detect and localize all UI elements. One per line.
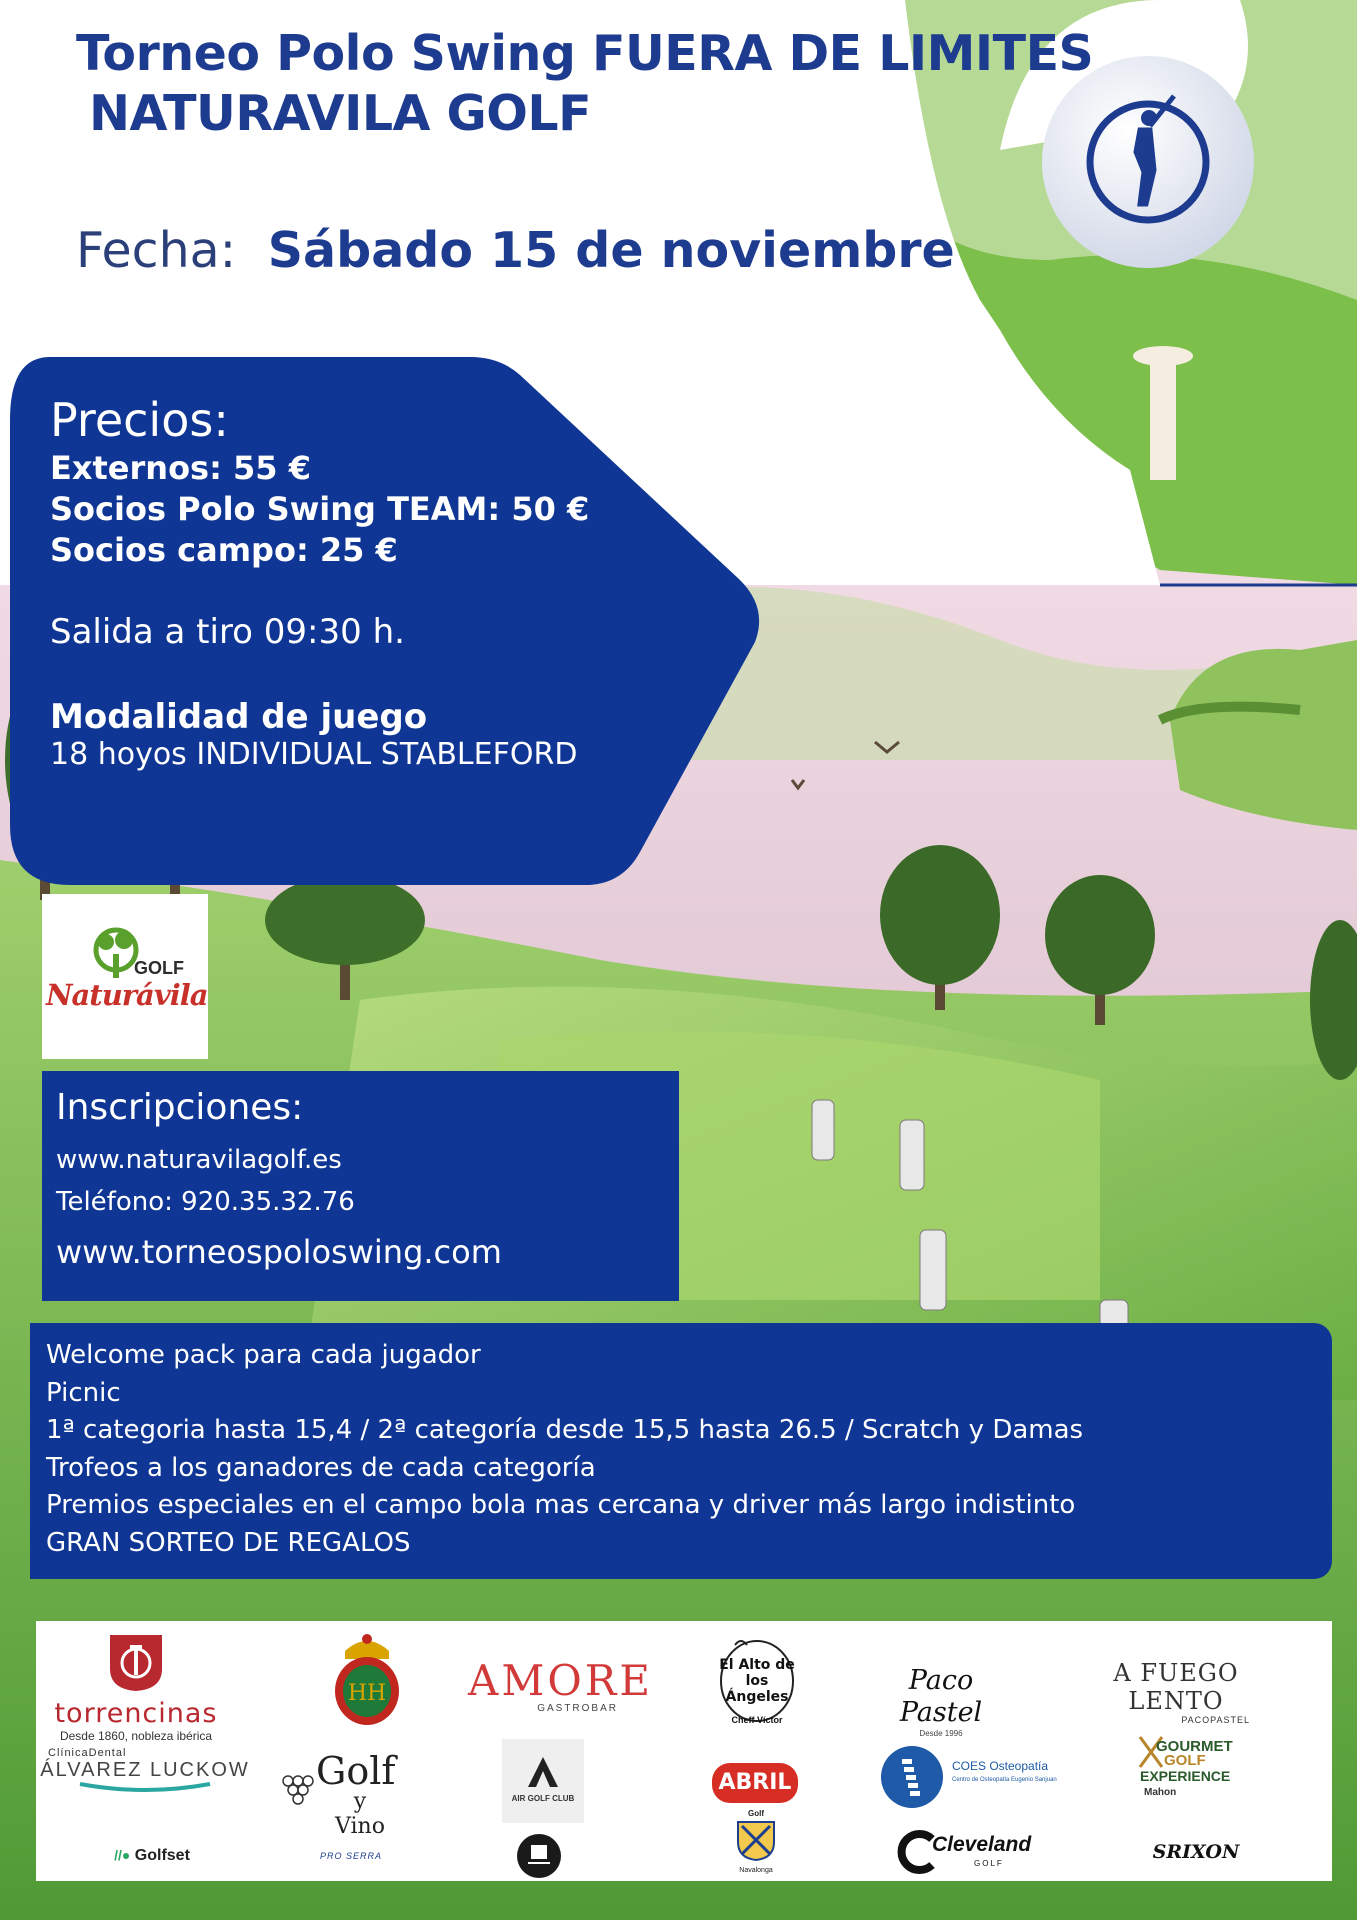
benefit-item: Picnic: [46, 1377, 121, 1408]
sponsor-alvarez-luckow: [40, 1747, 250, 1801]
sponsor-srixon: [1146, 1841, 1246, 1863]
cleveland-sub: GOLF: [974, 1859, 1004, 1868]
coes-spine-icon: [880, 1745, 944, 1809]
sponsor-air-golf-club: [502, 1739, 584, 1823]
date-label: Fecha:: [76, 222, 237, 279]
logo-name-text: Naturávila: [46, 978, 208, 1012]
benefit-item: 1ª categoria hasta 15,4 / 2ª categoría desde 15,5 hasta 26.5 / Scratch y Damas: [46, 1415, 1084, 1445]
sponsor-a-fuego-lento: [1076, 1659, 1276, 1725]
title-line-2: NATURAVILA GOLF: [89, 85, 592, 142]
srixon-name: SRIXON: [1152, 1841, 1240, 1863]
grapes-icon: [278, 1767, 318, 1817]
benefit-item: GRAN SORTEO DE REGALOS: [46, 1527, 411, 1558]
game-mode-value: 18 hoyos INDIVIDUAL STABLEFORD: [50, 737, 578, 772]
price-socios-team: Socios Polo Swing TEAM: 50 €: [50, 490, 590, 528]
game-mode-heading: Modalidad de juego: [50, 697, 428, 737]
naturavila-logo: [42, 894, 208, 1059]
title-line-1: Torneo Polo Swing FUERA DE LIMITES: [76, 25, 1094, 82]
amore-name: AMORE: [468, 1656, 654, 1705]
benefit-item: Premios especiales en el campo bola mas cercana y driver más largo indistinto: [46, 1490, 1076, 1520]
sponsor-golf-navalonga: [716, 1809, 796, 1881]
gourmet-line4: Mahon: [1144, 1787, 1177, 1798]
registration-web-poloswing[interactable]: www.torneospoloswing.com: [56, 1233, 502, 1271]
gourmet-line1: GOURMET: [1156, 1738, 1233, 1755]
navalonga-top: Golf: [748, 1809, 764, 1818]
alvarez-luckow-smile-icon: [70, 1782, 220, 1796]
registration-heading: Inscripciones:: [56, 1087, 304, 1128]
golf-y-vino-sub: y Vino: [335, 1789, 385, 1839]
gourmet-line2: GOLF: [1164, 1752, 1206, 1769]
svg-text:HH: HH: [347, 1681, 387, 1706]
sponsor-coes: [880, 1745, 1080, 1815]
prices-heading: Precios:: [50, 393, 229, 447]
registration-box: [42, 1071, 679, 1301]
alto-angeles-sub: Cheff Víctor: [731, 1715, 783, 1725]
sponsor-pro-serra: [306, 1851, 396, 1861]
price-externos: Externos: 55 €: [50, 449, 311, 487]
air-golf-club-name: AIR GOLF CLUB: [511, 1794, 575, 1803]
benefit-item: Trofeos a los ganadores de cada categoría: [46, 1452, 596, 1483]
golf-y-vino-name: Golf: [316, 1749, 396, 1793]
amore-sub: GASTROBAR: [537, 1703, 618, 1714]
torrencinas-tagline: Desde 1860, nobleza ibérica: [59, 1729, 213, 1743]
golfset-icon: //●: [114, 1847, 131, 1863]
event-title: [76, 24, 1093, 144]
sponsors-panel: [36, 1621, 1332, 1881]
paco-pastel-name: Paco Pastel: [899, 1665, 983, 1728]
alvarez-luckow-name: ÁLVAREZ LUCKOW: [40, 1759, 250, 1781]
navalonga-shield-icon: [734, 1818, 778, 1862]
pro-serra-name: PRO SERRA: [319, 1851, 382, 1861]
sponsor-paco-pastel: [866, 1665, 1016, 1738]
sponsor-gourmet-golf-experience: [1134, 1735, 1254, 1831]
benefits-box: [30, 1323, 1332, 1579]
torrencinas-shield-icon: [106, 1631, 166, 1693]
benefit-item: Welcome pack para cada jugador: [46, 1340, 481, 1370]
a-fuego-lento-sub: PACOPASTEL: [1181, 1715, 1250, 1725]
registration-phone: Teléfono: 920.35.32.76: [56, 1187, 355, 1217]
alvarez-luckow-top: ClínicaDental: [48, 1747, 127, 1759]
coes-name: COES Osteopatía: [952, 1759, 1049, 1773]
sponsor-golf-y-vino: [274, 1745, 396, 1839]
sponsor-amore: [468, 1656, 654, 1714]
gourmet-line3: EXPERIENCE: [1140, 1768, 1231, 1784]
sponsor-torrencinas: [36, 1631, 236, 1743]
a-fuego-lento-name: A FUEGO LENTO: [1113, 1659, 1239, 1715]
prices-block: [50, 392, 589, 773]
date-value: Sábado 15 de noviembre: [267, 222, 955, 279]
paco-pastel-sub: Desde 1996: [919, 1729, 963, 1738]
sponsor-golfset: [92, 1847, 212, 1865]
sponsor-abril: [712, 1763, 798, 1803]
torrencinas-name: torrencinas: [54, 1698, 218, 1729]
sponsor-crest: [312, 1627, 422, 1732]
start-time: Salida a tiro 09:30 h.: [50, 612, 405, 652]
logo-golf-text: GOLF: [134, 958, 184, 978]
registration-web-naturavila[interactable]: www.naturavilagolf.es: [56, 1145, 342, 1175]
sponsor-cleveland: [894, 1827, 1034, 1879]
sponsor-alto-angeles: [712, 1637, 802, 1737]
cleveland-name: Cleveland: [932, 1833, 1032, 1856]
air-golf-club-icon: [526, 1755, 560, 1789]
alto-angeles-name: El Alto de los Ángeles: [719, 1657, 795, 1705]
sponsor-round-badge: [516, 1833, 562, 1879]
price-socios-campo: Socios campo: 25 €: [50, 531, 398, 569]
round-badge-icon: [516, 1833, 562, 1879]
club-crest-icon: [329, 1627, 405, 1727]
coes-sub: Centro de Osteopatía Eugenio Sanjuan: [952, 1777, 1057, 1783]
event-date: [76, 222, 955, 279]
golfset-name: Golfset: [134, 1847, 190, 1864]
abril-name: ABRIL: [718, 1770, 792, 1795]
navalonga-name: Navalonga: [739, 1867, 773, 1874]
